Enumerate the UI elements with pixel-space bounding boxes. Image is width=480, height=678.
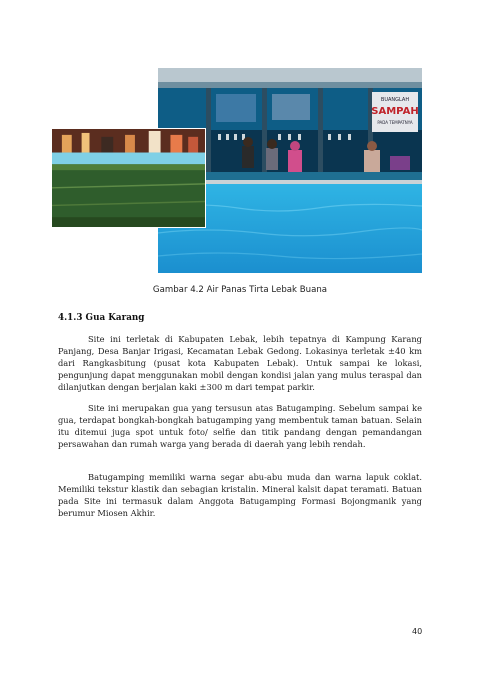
paragraph-location: Site ini terletak di Kabupaten Lebak, lebih tepatnya di Kampung Karang Panjang, Desa Banjar Irigasi, Kecamatan Lebak Gedong. Lokasinya terletak ±40 km dari Rangkasbitung (pusat kota Kabupaten Lebak). Untuk sampai ke lokasi, pengunjung dapat menggunakan mobil dengan kondisi jalan yang mulus teraspal dan dilanjutkan dengan berjalan kaki ±300 m dari tempat parkir. <box>58 334 422 392</box>
sign-text-line2: SAMPAH <box>371 106 419 117</box>
paragraph-limestone-properties: Batugamping memiliki warna segar abu-abu muda dan warna lapuk coklat. Memiliki tekstur klastik dan sebagian kristalin. Mineral kalsit dapat teramati. Batuan pada Site ini termasuk dalam Anggota Batugamping Formasi Bojongmanik yang berumur Miosen Akhir. <box>58 472 422 518</box>
figure-caption: Gambar 4.2 Air Panas Tirta Lebak Buana <box>152 285 328 295</box>
inset-pool-illustration <box>52 129 205 227</box>
sign-text-line1: BUANGLAH <box>380 97 410 103</box>
paragraph-cave-description: Site ini merupakan gua yang tersusun atas Batugamping. Sebelum sampai ke gua, terdapat bongkah-bongkah batugamping yang membentuk taman batuan. Selain itu ditemui juga spot untuk foto/ selfie dan titik pandang dengan pemandangan persawahan dan rumah warga yang berada di daerah yang lebih rendah. <box>58 403 422 449</box>
section-heading: 4.1.3 Gua Karang <box>58 313 145 323</box>
page-number: 40 <box>412 627 423 636</box>
inset-pool-photo <box>51 128 206 228</box>
sign-text-line3: PADA TEMPATNYA <box>377 120 413 125</box>
